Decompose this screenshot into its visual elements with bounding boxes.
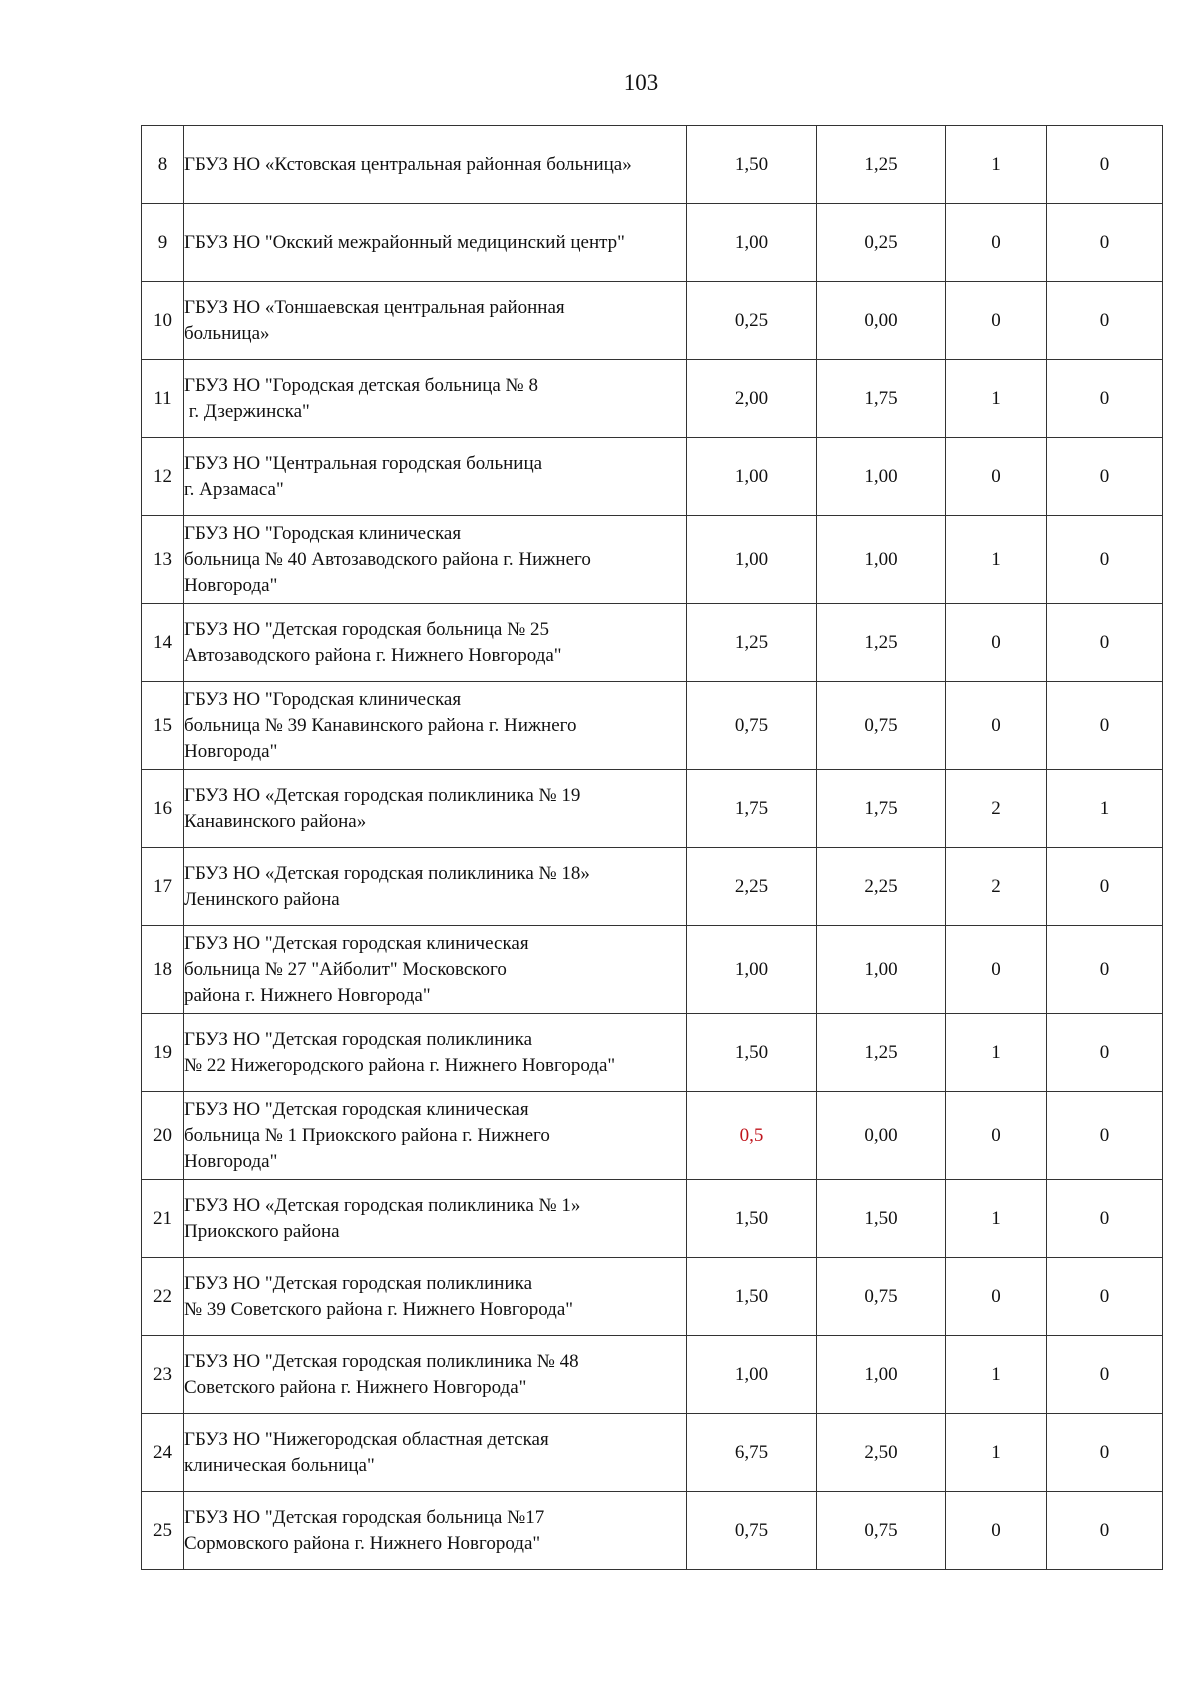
institution-name-line: ГБУЗ НО "Городская детская больница № 8 (184, 374, 538, 396)
value-cell-col1: 1,50 (687, 126, 817, 204)
institution-name-line: ГБУЗ НО "Детская городская больница № 25 (184, 618, 549, 640)
institution-name-line: ГБУЗ НО "Нижегородская областная детская (184, 1428, 549, 1450)
value-cell-col1: 1,25 (687, 604, 817, 682)
value-cell-col3: 1 (946, 1414, 1047, 1492)
institution-name-cell (184, 848, 687, 926)
value-cell-col4: 0 (1047, 604, 1163, 682)
value-cell-col1: 1,00 (687, 1336, 817, 1414)
value-cell-col1: 6,75 (687, 1414, 817, 1492)
table-row (142, 848, 1163, 926)
institution-name-cell (184, 438, 687, 516)
value-cell-col4: 0 (1047, 516, 1163, 604)
institution-name-line: г. Дзержинска" (184, 400, 310, 422)
institution-name-cell (184, 1414, 687, 1492)
institution-name-line: ГБУЗ НО "Детская городская поликлиника (184, 1028, 533, 1050)
value-cell-col3: 0 (946, 604, 1047, 682)
institution-name-cell (184, 1014, 687, 1092)
row-number-cell: 20 (142, 1092, 184, 1180)
table-body (142, 126, 1163, 1570)
value-cell-col4: 0 (1047, 360, 1163, 438)
row-number-cell: 22 (142, 1258, 184, 1336)
value-cell-col1: 0,25 (687, 282, 817, 360)
row-number-cell: 8 (142, 126, 184, 204)
institution-name-line: ГБУЗ НО «Кстовская центральная районная больница» (184, 153, 632, 175)
institution-name-line: Ленинского района (184, 888, 340, 910)
value-cell-col2: 1,50 (817, 1180, 946, 1258)
institution-name-cell (184, 516, 687, 604)
row-number-cell: 11 (142, 360, 184, 438)
institution-name-cell (184, 204, 687, 282)
value-cell-col2: 1,25 (817, 604, 946, 682)
institution-name-line: № 22 Нижегородского района г. Нижнего Новгорода" (184, 1054, 616, 1076)
value-cell-col3: 0 (946, 926, 1047, 1014)
institution-name-line: ГБУЗ НО "Детская городская клиническая (184, 932, 529, 954)
institution-name-line: ГБУЗ НО «Детская городская поликлиника № 19 (184, 784, 581, 806)
institution-name-line: ГБУЗ НО "Детская городская больница №17 (184, 1506, 545, 1528)
value-cell-col2: 0,75 (817, 1492, 946, 1570)
value-cell-col4: 0 (1047, 1014, 1163, 1092)
value-cell-col4: 0 (1047, 1336, 1163, 1414)
value-cell-col1: 0,5 (687, 1092, 817, 1180)
value-cell-col2: 1,00 (817, 926, 946, 1014)
value-cell-col4: 0 (1047, 1258, 1163, 1336)
row-number-cell: 16 (142, 770, 184, 848)
institution-name-line: больница» (184, 322, 270, 344)
value-cell-col3: 0 (946, 204, 1047, 282)
value-cell-col2: 2,50 (817, 1414, 946, 1492)
value-cell-col1: 1,50 (687, 1180, 817, 1258)
row-number-cell: 12 (142, 438, 184, 516)
row-number-cell: 9 (142, 204, 184, 282)
institution-name-line: ГБУЗ НО "Городская клиническая (184, 522, 462, 544)
row-number-cell: 17 (142, 848, 184, 926)
institution-name-cell (184, 1336, 687, 1414)
value-cell-col4: 0 (1047, 204, 1163, 282)
value-cell-col4: 0 (1047, 926, 1163, 1014)
institution-name-cell (184, 682, 687, 770)
value-cell-col1: 2,00 (687, 360, 817, 438)
value-cell-col3: 1 (946, 1180, 1047, 1258)
value-cell-col4: 0 (1047, 682, 1163, 770)
value-cell-col4: 0 (1047, 1180, 1163, 1258)
table-row (142, 1414, 1163, 1492)
page-number: 103 (623, 70, 659, 95)
institution-name-line: Новгорода" (184, 740, 278, 762)
institution-name-line: ГБУЗ НО "Окский межрайонный медицинский центр" (184, 231, 625, 253)
institution-name-line: ГБУЗ НО "Детская городская поликлиника № 48 (184, 1350, 579, 1372)
value-cell-col4: 0 (1047, 848, 1163, 926)
value-cell-col1: 0,75 (687, 1492, 817, 1570)
value-cell-col2: 0,00 (817, 282, 946, 360)
value-cell-col2: 1,25 (817, 1014, 946, 1092)
institution-name-cell (184, 1180, 687, 1258)
value-cell-col1: 1,00 (687, 204, 817, 282)
row-number-cell: 18 (142, 926, 184, 1014)
table-row (142, 1180, 1163, 1258)
value-cell-col1: 1,75 (687, 770, 817, 848)
table-row (142, 438, 1163, 516)
value-cell-col3: 0 (946, 438, 1047, 516)
value-cell-col2: 0,00 (817, 1092, 946, 1180)
institution-name-cell (184, 126, 687, 204)
value-cell-col2: 2,25 (817, 848, 946, 926)
institution-name-cell (184, 770, 687, 848)
institution-name-line: Сормовского района г. Нижнего Новгорода" (184, 1532, 541, 1554)
value-cell-col4: 0 (1047, 282, 1163, 360)
institution-name-line: № 39 Советского района г. Нижнего Новгорода" (184, 1298, 574, 1320)
institution-name-line: района г. Нижнего Новгорода" (184, 984, 431, 1006)
value-cell-col3: 1 (946, 1336, 1047, 1414)
institution-name-cell (184, 360, 687, 438)
value-cell-col2: 1,00 (817, 516, 946, 604)
institution-name-cell (184, 1092, 687, 1180)
institution-name-line: больница № 40 Автозаводского района г. Нижнего (184, 548, 591, 570)
value-cell-col3: 0 (946, 1492, 1047, 1570)
value-cell-col2: 0,75 (817, 1258, 946, 1336)
institution-name-line: Приокского района (184, 1220, 340, 1242)
row-number-cell: 19 (142, 1014, 184, 1092)
value-cell-col2: 0,25 (817, 204, 946, 282)
institution-name-line: Автозаводского района г. Нижнего Новгорода" (184, 644, 562, 666)
value-cell-col2: 1,75 (817, 360, 946, 438)
row-number-cell: 24 (142, 1414, 184, 1492)
value-cell-col2: 1,00 (817, 438, 946, 516)
table-row (142, 682, 1163, 770)
value-cell-col3: 1 (946, 1014, 1047, 1092)
value-cell-col1: 1,00 (687, 926, 817, 1014)
value-cell-col4: 0 (1047, 1414, 1163, 1492)
value-cell-col2: 1,25 (817, 126, 946, 204)
institution-name-line: клиническая больница" (184, 1454, 375, 1476)
table-row (142, 770, 1163, 848)
value-cell-col3: 0 (946, 1092, 1047, 1180)
hospital-staffing-table (141, 125, 1163, 1570)
row-number-cell: 23 (142, 1336, 184, 1414)
value-cell-col3: 1 (946, 516, 1047, 604)
institution-name-line: ГБУЗ НО «Детская городская поликлиника № 1» (184, 1194, 581, 1216)
row-number-cell: 13 (142, 516, 184, 604)
institution-name-cell (184, 1492, 687, 1570)
value-cell-col4: 0 (1047, 126, 1163, 204)
value-cell-col2: 0,75 (817, 682, 946, 770)
table-row (142, 204, 1163, 282)
institution-name-cell (184, 1258, 687, 1336)
institution-name-cell (184, 926, 687, 1014)
table-row (142, 926, 1163, 1014)
value-cell-col3: 0 (946, 1258, 1047, 1336)
table-row (142, 126, 1163, 204)
value-cell-col1: 0,75 (687, 682, 817, 770)
value-cell-col1: 1,50 (687, 1258, 817, 1336)
value-cell-col3: 2 (946, 848, 1047, 926)
value-cell-col3: 1 (946, 360, 1047, 438)
institution-name-cell (184, 282, 687, 360)
institution-name-line: Новгорода" (184, 574, 278, 596)
institution-name-line: ГБУЗ НО "Городская клиническая (184, 688, 462, 710)
row-number-cell: 14 (142, 604, 184, 682)
table-row (142, 1014, 1163, 1092)
value-cell-col3: 0 (946, 682, 1047, 770)
institution-name-line: ГБУЗ НО "Детская городская клиническая (184, 1098, 529, 1120)
value-cell-col4: 0 (1047, 438, 1163, 516)
table-row (142, 282, 1163, 360)
table-row (142, 1258, 1163, 1336)
institution-name-line: больница № 27 "Айболит" Московского (184, 958, 507, 980)
value-cell-col3: 1 (946, 126, 1047, 204)
institution-name-line: больница № 39 Канавинского района г. Нижнего (184, 714, 577, 736)
value-cell-col2: 1,00 (817, 1336, 946, 1414)
row-number-cell: 21 (142, 1180, 184, 1258)
institution-name-line: ГБУЗ НО «Детская городская поликлиника № 18» (184, 862, 590, 884)
row-number-cell: 25 (142, 1492, 184, 1570)
institution-name-line: Канавинского района» (184, 810, 367, 832)
institution-name-line: Советского района г. Нижнего Новгорода" (184, 1376, 527, 1398)
value-cell-col1: 2,25 (687, 848, 817, 926)
value-cell-col4: 1 (1047, 770, 1163, 848)
row-number-cell: 15 (142, 682, 184, 770)
institution-name-line: больница № 1 Приокского района г. Нижнего (184, 1124, 550, 1146)
table-row (142, 1092, 1163, 1180)
value-cell-col4: 0 (1047, 1092, 1163, 1180)
row-number-cell: 10 (142, 282, 184, 360)
institution-name-line: г. Арзамаса" (184, 478, 284, 500)
table-row (142, 604, 1163, 682)
institution-name-line: Новгорода" (184, 1150, 278, 1172)
value-cell-col3: 0 (946, 282, 1047, 360)
value-cell-col1: 1,00 (687, 438, 817, 516)
table-row (142, 1336, 1163, 1414)
value-cell-col4: 0 (1047, 1492, 1163, 1570)
value-cell-col3: 2 (946, 770, 1047, 848)
institution-name-line: ГБУЗ НО "Детская городская поликлиника (184, 1272, 533, 1294)
value-cell-col1: 1,00 (687, 516, 817, 604)
institution-name-cell (184, 604, 687, 682)
table-row (142, 360, 1163, 438)
table-row (142, 516, 1163, 604)
institution-name-line: ГБУЗ НО «Тоншаевская центральная районная (184, 296, 565, 318)
value-cell-col2: 1,75 (817, 770, 946, 848)
table-row (142, 1492, 1163, 1570)
institution-name-line: ГБУЗ НО "Центральная городская больница (184, 452, 543, 474)
value-cell-col1: 1,50 (687, 1014, 817, 1092)
